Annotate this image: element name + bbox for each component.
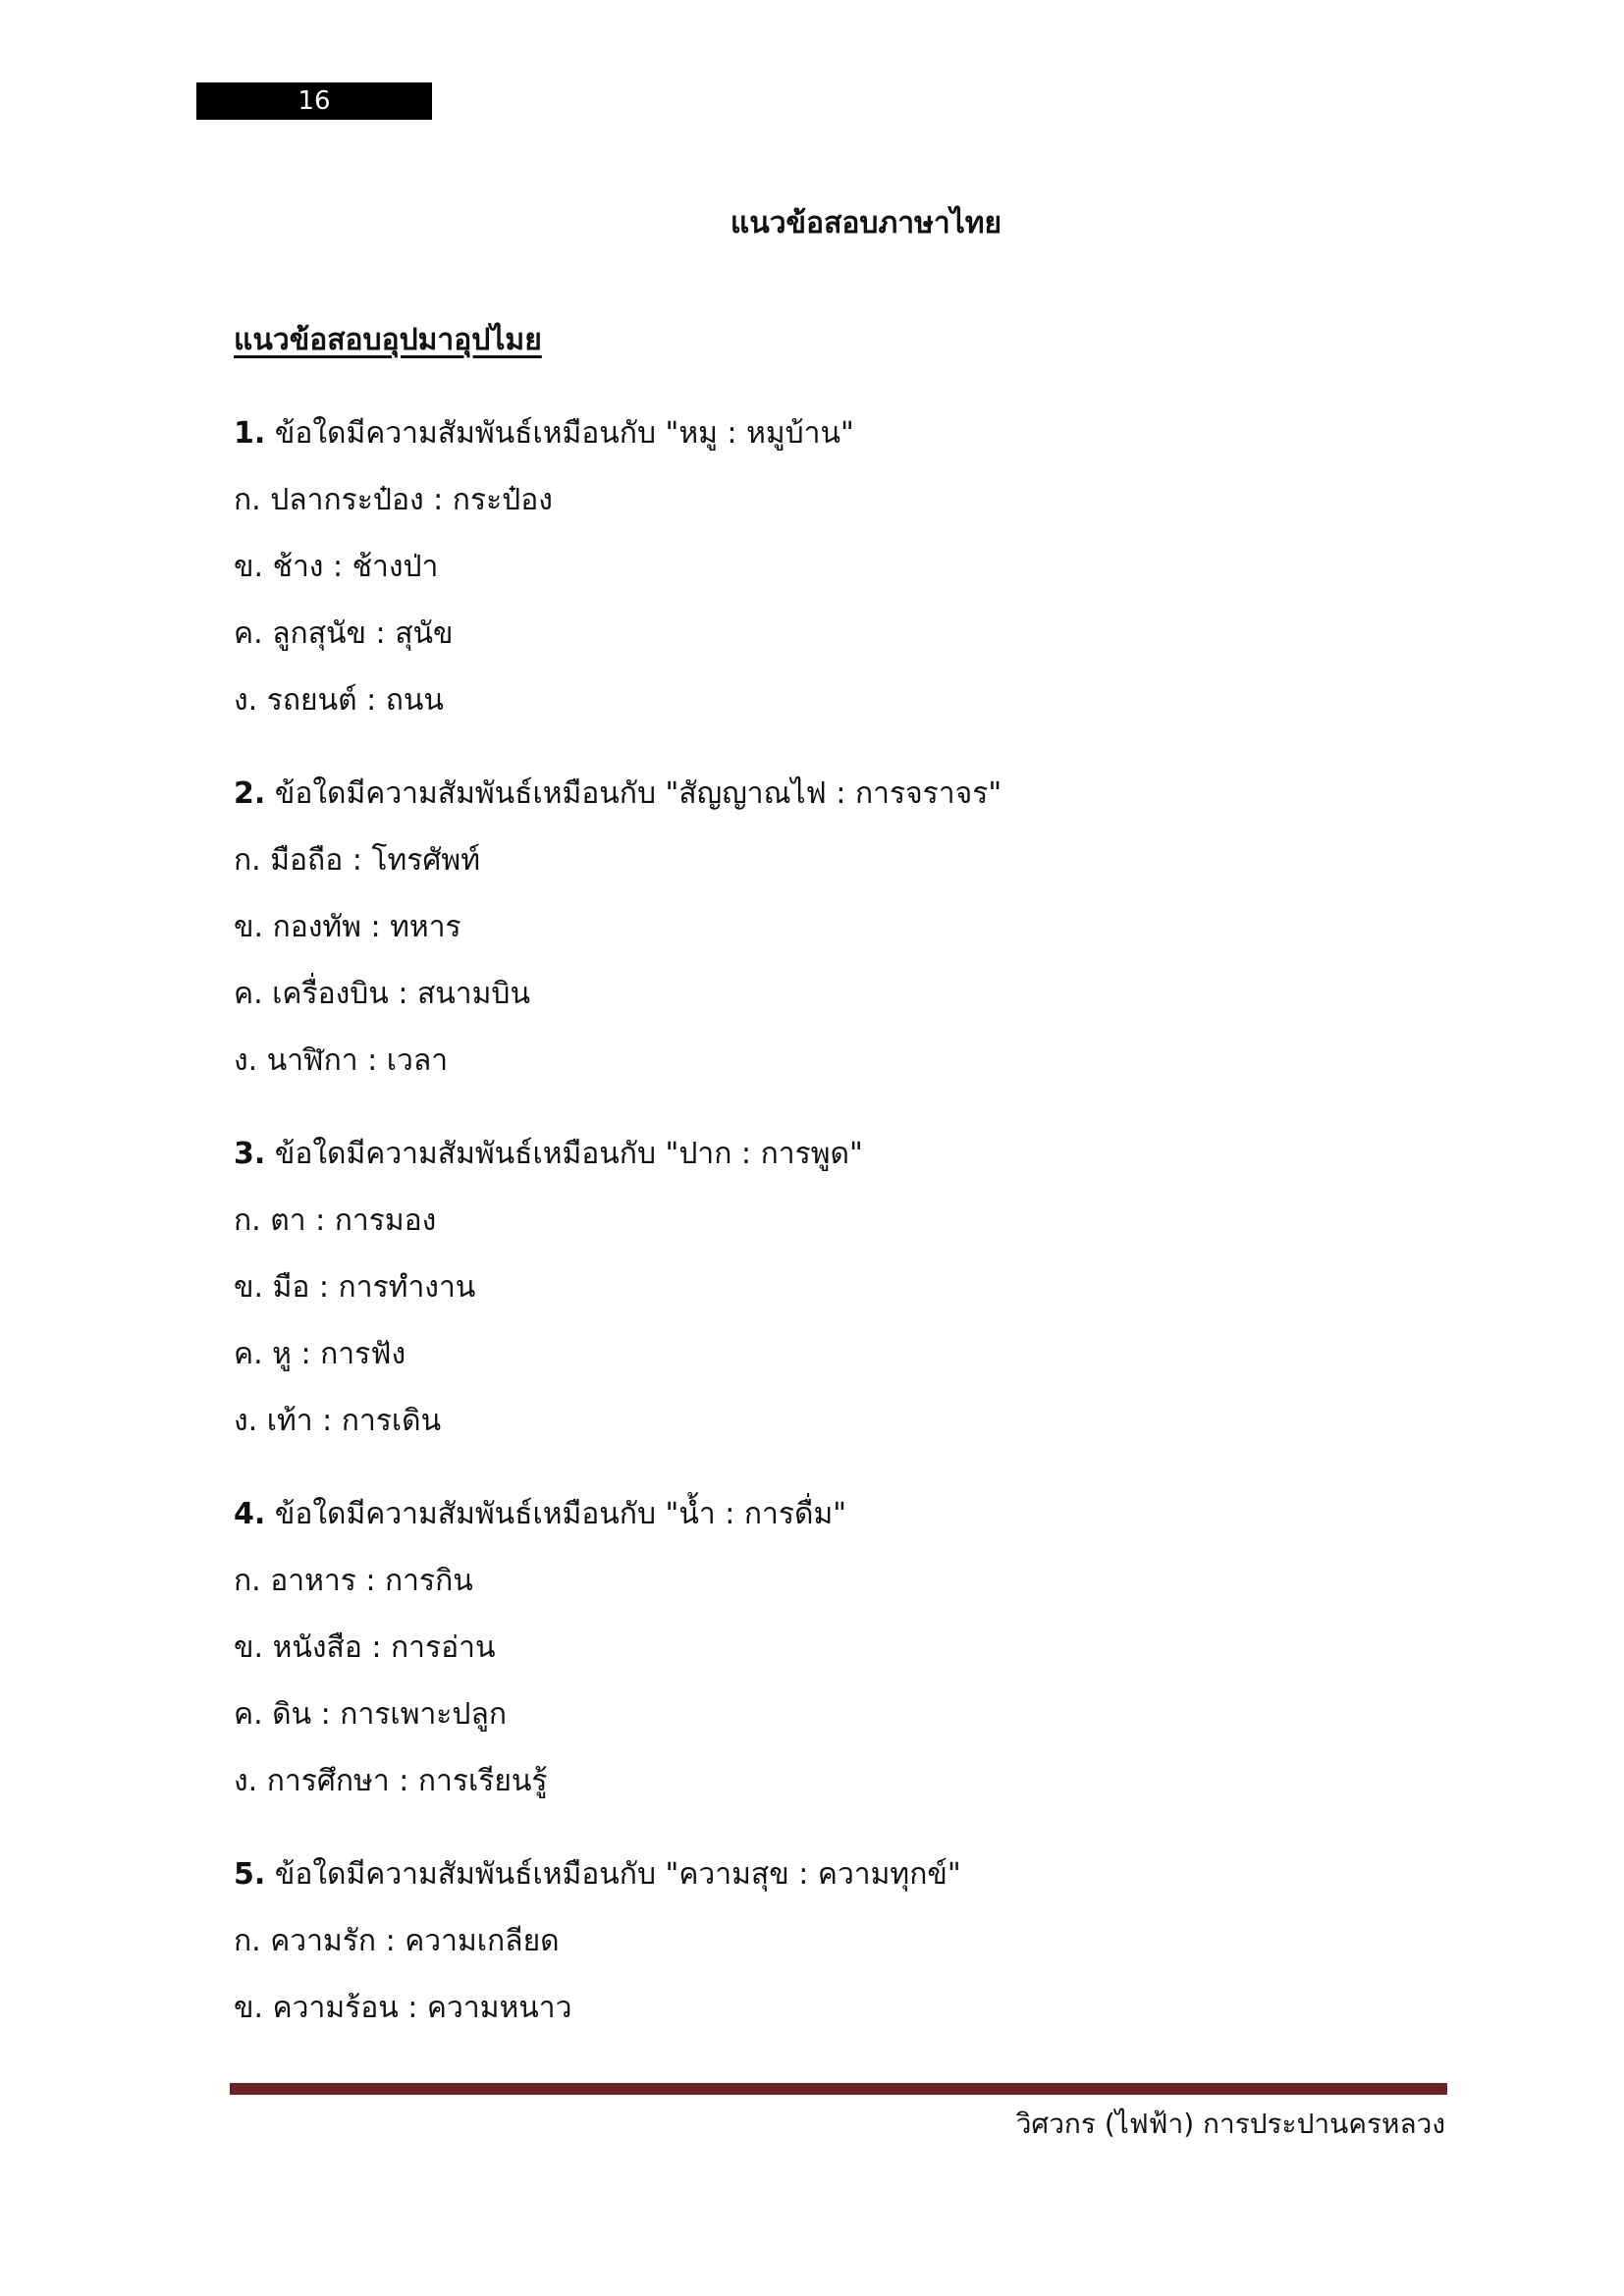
question-2: [234, 773, 1412, 1106]
question-number: 5.: [234, 1857, 266, 1892]
option-item: ข. กองทัพ : ทหาร: [234, 910, 461, 944]
option-item: ก. มือถือ : โทรศัพท์: [234, 843, 480, 878]
question-3: [234, 1133, 1412, 1467]
question-number: 2.: [234, 776, 266, 811]
question-list: [234, 412, 1412, 2080]
question-stem: [234, 773, 1412, 839]
question-number: 1.: [234, 416, 266, 451]
option-item: ง. นาฬิกา : เวลา: [234, 1043, 449, 1078]
option-item: ก. ตา : การมอง: [234, 1203, 437, 1238]
option-item: ค. ลูกสุนัข : สุนัข: [234, 616, 454, 651]
question-text: ข้อใดมีความสัมพันธ์เหมือนกับ "ปาก : การพูด": [274, 1137, 863, 1171]
question-stem: [234, 1133, 1412, 1200]
option-item: ข. หนังสือ : การอ่าน: [234, 1630, 496, 1665]
option-item: ง. เท้า : การเดิน: [234, 1404, 442, 1438]
option-item: ง. รถยนต์ : ถนน: [234, 683, 444, 718]
option-item: ข. ความร้อน : ความหนาว: [234, 1991, 572, 2025]
question-text: ข้อใดมีความสัมพันธ์เหมือนกับ "น้ำ : การดื่ม": [274, 1497, 847, 1531]
option-item: ค. เครื่องบิน : สนามบิน: [234, 977, 530, 1011]
option-item: ค. ดิน : การเพาะปลูก: [234, 1697, 508, 1732]
footer-text: วิศวกร (ไฟฟ้า) การประปานครหลวง: [1015, 2108, 1445, 2140]
question-4: [234, 1493, 1412, 1827]
question-stem: [234, 1853, 1412, 1920]
question-5: [234, 1853, 1412, 2054]
page-number: 16: [196, 82, 432, 120]
option-item: ข. ช้าง : ช้างป่า: [234, 550, 439, 584]
option-item: ง. การศึกษา : การเรียนรู้: [234, 1764, 548, 1798]
question-number: 3.: [234, 1137, 266, 1171]
question-stem: [234, 412, 1412, 479]
option-item: ก. อาหาร : การกิน: [234, 1564, 473, 1598]
option-item: ก. ปลากระป๋อง : กระป๋อง: [234, 483, 553, 517]
question-text: ข้อใดมีความสัมพันธ์เหมือนกับ "สัญญาณไฟ : การจราจร": [274, 776, 1002, 811]
option-item: ข. มือ : การทำงาน: [234, 1270, 476, 1305]
option-item: ก. ความรัก : ความเกลียด: [234, 1924, 560, 1958]
document-title: แนวข้อสอบภาษาไทย: [730, 206, 1002, 240]
footer-rule: [230, 2083, 1447, 2095]
section-heading: แนวข้อสอบอุปมาอุปไมย: [234, 323, 542, 357]
question-1: [234, 412, 1412, 746]
question-text: ข้อใดมีความสัมพันธ์เหมือนกับ "ความสุข : ความทุกข์": [274, 1857, 961, 1892]
question-text: ข้อใดมีความสัมพันธ์เหมือนกับ "หมู : หมูบ้าน": [274, 416, 854, 451]
question-number: 4.: [234, 1497, 266, 1531]
question-stem: [234, 1493, 1412, 1560]
option-item: ค. หู : การฟัง: [234, 1337, 406, 1371]
